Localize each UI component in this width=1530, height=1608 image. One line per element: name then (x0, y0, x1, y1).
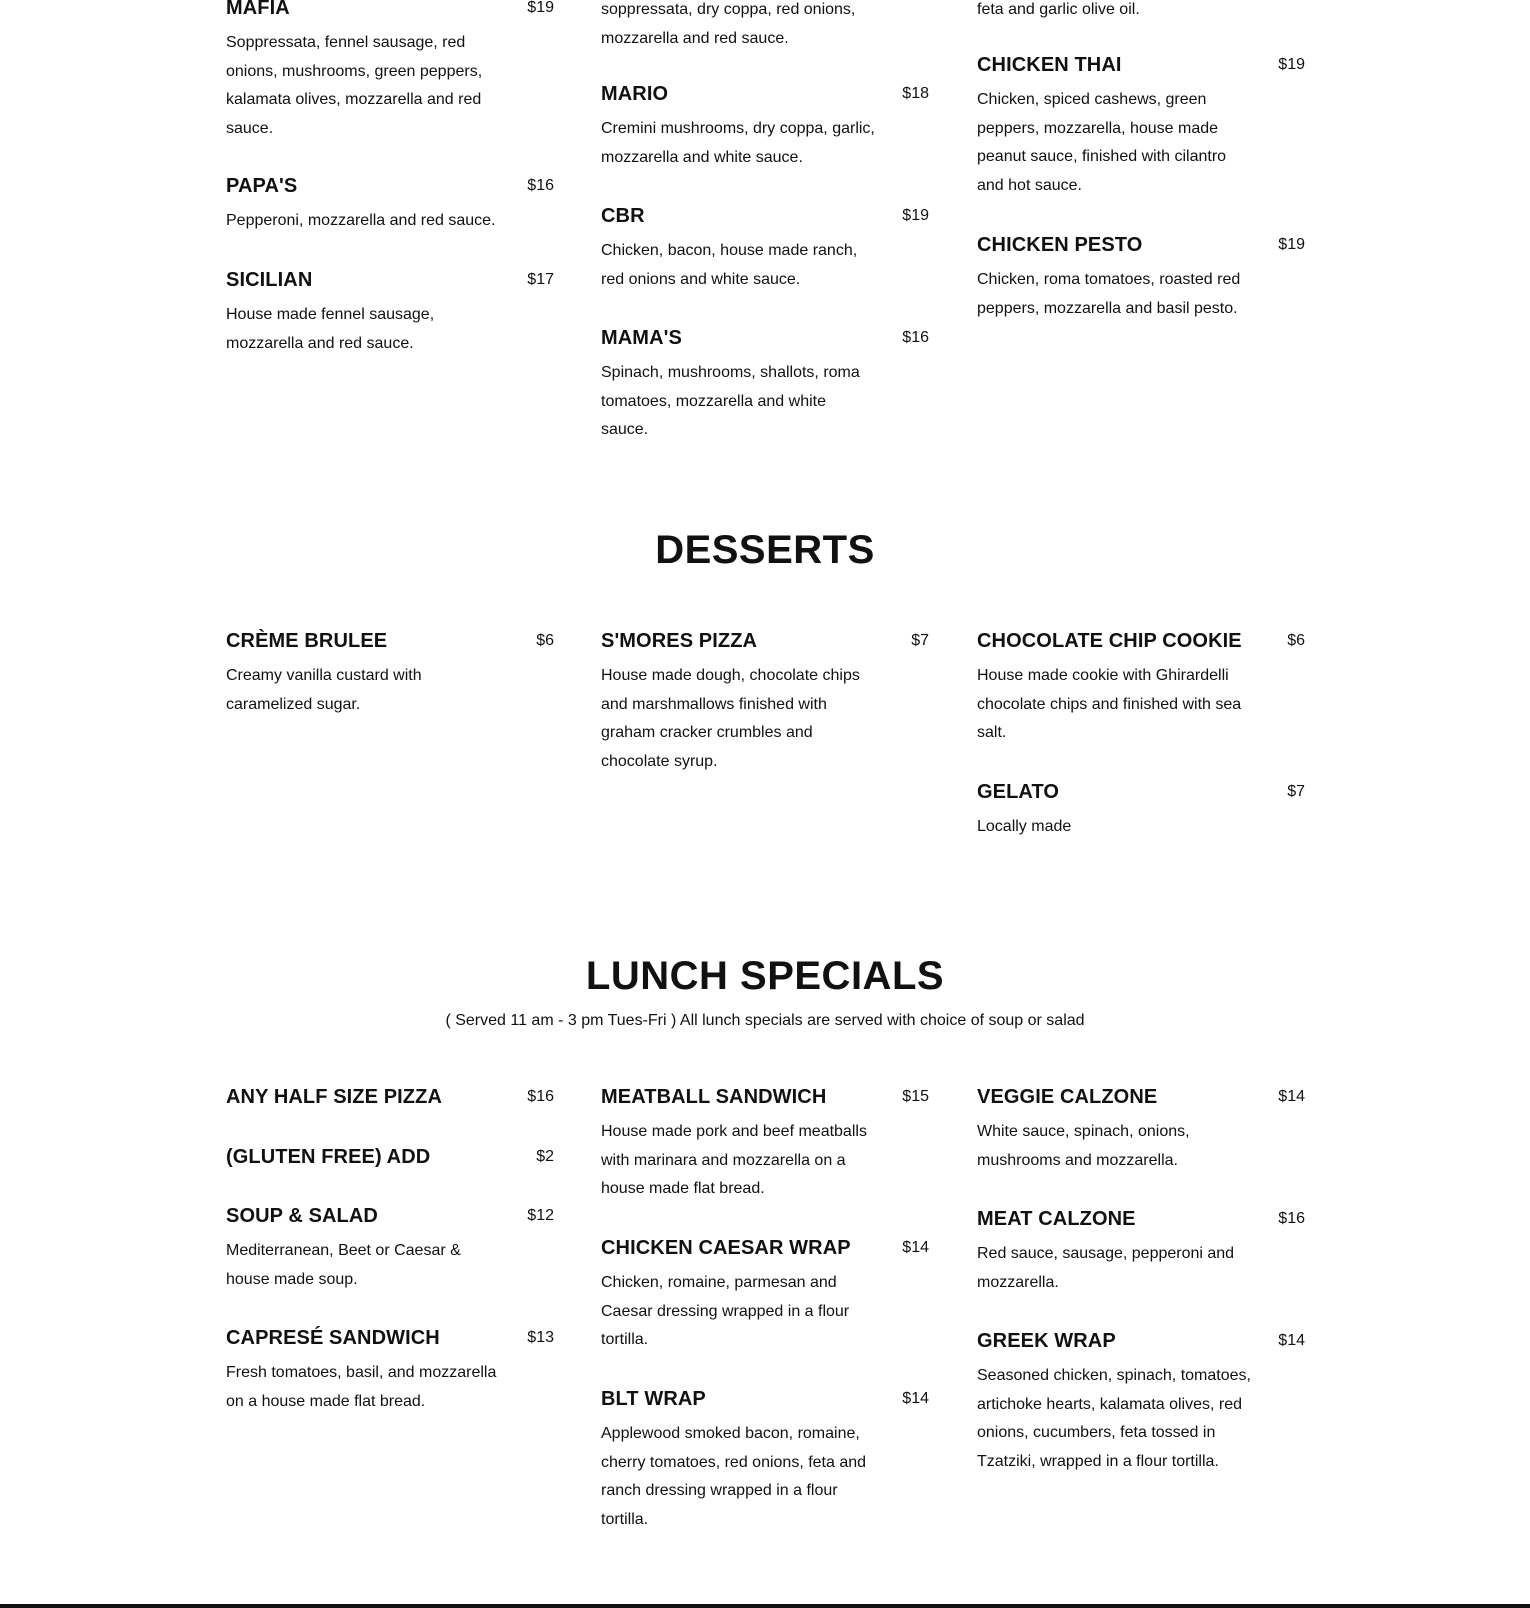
item-name: CHICKEN THAI (977, 54, 1122, 76)
item-price: $18 (902, 85, 929, 102)
item-price: $19 (1278, 236, 1305, 253)
item-name: SOUP & SALAD (226, 1205, 378, 1227)
item-price: $13 (527, 1329, 554, 1346)
item-name: GELATO (977, 781, 1060, 803)
item-price: $14 (902, 1390, 929, 1407)
section-subtitle-lunch-specials: ( Served 11 am - 3 pm Tues-Fri ) All lunch specials are served with choice of soup or salad (445, 1012, 1085, 1029)
item-description: Locally made (977, 818, 1072, 835)
item-description: White sauce, spinach, onions, mushrooms and mozzarella. (977, 1123, 1190, 1169)
item-price: $7 (1287, 783, 1305, 800)
item-name: MARIO (601, 83, 669, 105)
item-price: $6 (536, 632, 554, 649)
item-description: feta and garlic olive oil. (977, 1, 1140, 18)
item-name: PAPA'S (226, 175, 298, 197)
footer-edge (0, 1604, 1530, 1608)
item-name: SICILIAN (226, 269, 313, 291)
item-price: $16 (902, 329, 929, 346)
item-price: $16 (1278, 1210, 1305, 1227)
item-price: $19 (1278, 56, 1305, 73)
item-description: House made dough, chocolate chips and marshmallows finished with graham cracker crumbles and chocolate syrup. (601, 667, 860, 770)
item-name: MEAT CALZONE (977, 1208, 1136, 1230)
item-price: $14 (1278, 1332, 1305, 1349)
item-name: MAFIA (226, 0, 290, 19)
item-description: Seasoned chicken, spinach, tomatoes, artichoke hearts, kalamata olives, red onions, cucumbers, feta tossed in Tzatziki, wrapped in a flour tortilla. (977, 1367, 1251, 1470)
item-description: House made pork and beef meatballs with marinara and mozzarella on a house made flat bread. (601, 1123, 867, 1198)
item-name: GREEK WRAP (977, 1330, 1116, 1352)
item-description: Chicken, roma tomatoes, roasted red peppers, mozzarella and basil pesto. (977, 271, 1241, 317)
item-description: Mediterranean, Beet or Caesar & house made soup. (226, 1242, 461, 1288)
item-description: Creamy vanilla custard with caramelized sugar. (226, 667, 422, 713)
item-name: CHICKEN CAESAR WRAP (601, 1237, 851, 1259)
item-price: $19 (902, 207, 929, 224)
item-description: Applewood smoked bacon, romaine, cherry tomatoes, red onions, feta and ranch dressing wrapped in a flour tortilla. (601, 1425, 867, 1528)
item-description: Chicken, romaine, parmesan and Caesar dressing wrapped in a flour tortilla. (601, 1274, 850, 1349)
item-price: $16 (527, 1088, 554, 1105)
item-price: $19 (527, 0, 554, 16)
item-name: BLT WRAP (601, 1388, 706, 1410)
item-description: House made fennel sausage, mozzarella and red sauce. (226, 306, 435, 352)
item-price: $7 (911, 632, 929, 649)
item-price: $17 (527, 271, 554, 288)
item-name: CHICKEN PESTO (977, 234, 1143, 256)
item-name: CRÈME BRULEE (226, 630, 388, 652)
item-name: VEGGIE CALZONE (977, 1086, 1158, 1108)
item-name: CHOCOLATE CHIP COOKIE (977, 630, 1242, 652)
item-description: Chicken, bacon, house made ranch, red onions and white sauce. (601, 242, 858, 288)
section-title-lunch-specials: LUNCH SPECIALS (585, 954, 945, 998)
item-price: $14 (902, 1239, 929, 1256)
item-price: $14 (1278, 1088, 1305, 1105)
item-description: Cremini mushrooms, dry coppa, garlic, mozzarella and white sauce. (601, 120, 875, 166)
item-description: Red sauce, sausage, pepperoni and mozzarella. (977, 1245, 1235, 1291)
item-name: MAMA'S (601, 327, 682, 349)
item-description: Soppressata, fennel sausage, red onions, mushrooms, green peppers, kalamata olives, mozzarella and red sauce. (226, 34, 483, 137)
item-description: House made cookie with Ghirardelli chocolate chips and finished with sea salt. (977, 667, 1242, 742)
item-price: $2 (536, 1148, 554, 1165)
item-description: Pepperoni, mozzarella and red sauce. (226, 212, 496, 229)
item-description: Spinach, mushrooms, shallots, roma tomatoes, mozzarella and white sauce. (601, 364, 860, 439)
item-name: S'MORES PIZZA (601, 630, 758, 652)
item-price: $6 (1287, 632, 1305, 649)
item-description: soppressata, dry coppa, red onions, mozzarella and red sauce. (601, 1, 856, 47)
item-name: ANY HALF SIZE PIZZA (226, 1086, 442, 1108)
section-title-desserts: DESSERTS (655, 528, 875, 572)
item-description: Fresh tomatoes, basil, and mozzarella on a house made flat bread. (226, 1364, 497, 1410)
item-price: $12 (527, 1207, 554, 1224)
item-price: $16 (527, 177, 554, 194)
item-name: CAPRESÉ SANDWICH (226, 1327, 440, 1349)
item-description: Chicken, spiced cashews, green peppers, mozzarella, house made peanut sauce, finished with cilantro and hot sauce. (977, 91, 1227, 194)
item-name: (GLUTEN FREE) ADD (226, 1146, 431, 1168)
item-price: $15 (902, 1088, 929, 1105)
item-name: MEATBALL SANDWICH (601, 1086, 827, 1108)
item-name: CBR (601, 205, 645, 227)
